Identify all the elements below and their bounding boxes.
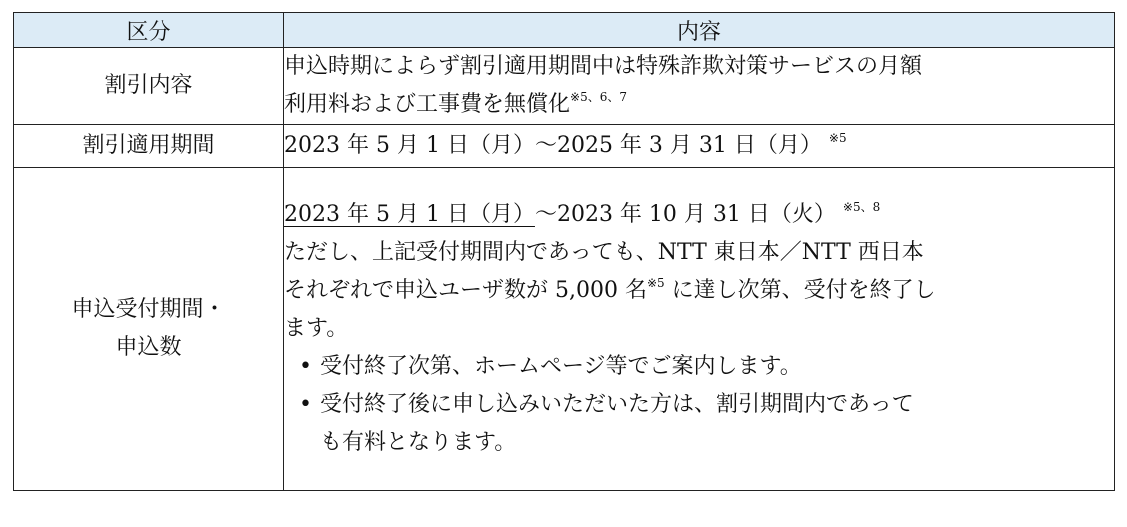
list-item-line: 受付終了次第、ホームページ等でご案内します。 (320, 354, 802, 379)
list-item (284, 348, 1114, 386)
table-header-row (14, 13, 1115, 48)
list-item (284, 386, 1114, 462)
row-label-discount-content: 割引内容 (14, 48, 284, 125)
content-line (284, 196, 1114, 234)
content-line: ます。 (284, 316, 349, 341)
notes-list (284, 348, 1114, 462)
footnote-ref: ※5 (828, 130, 847, 145)
table-row (14, 125, 1115, 168)
discount-info-table (13, 12, 1115, 491)
period-end: ～2023 年 10 月 31 日（火） (534, 202, 836, 227)
period-start: 2023 年 5 月 1 日（月） (284, 202, 535, 227)
content-line (284, 272, 1114, 310)
header-content: 内容 (284, 13, 1115, 48)
label-line: 申込数 (115, 335, 182, 360)
label-line: 申込受付期間・ (71, 297, 226, 322)
content-text: それぞれで申込ユーザ数が 5,000 名 (284, 278, 647, 303)
row-content-application-period (284, 168, 1115, 491)
footnote-ref: ※5、8 (842, 199, 881, 214)
content-text: 2023 年 5 月 1 日（月）～2025 年 3 月 31 日（月） (284, 133, 822, 158)
table-row (14, 48, 1115, 125)
content-line (284, 127, 1114, 165)
row-label-discount-period: 割引適用期間 (14, 125, 284, 168)
content-line: ただし、上記受付期間内であっても、NTT 東日本／NTT 西日本 (284, 240, 924, 265)
row-content-discount-period (284, 125, 1115, 168)
content-text: 利用料および工事費を無償化 (284, 92, 571, 117)
header-category: 区分 (14, 13, 284, 48)
table-row (14, 168, 1115, 491)
list-item-line: 受付終了後に申し込みいただいた方は、割引期間内であって (320, 392, 914, 417)
list-item-line: も有料となります。 (320, 430, 517, 455)
content-text: に達し次第、受付を終了し (664, 278, 936, 303)
bullet-icon: • (299, 392, 312, 417)
row-content-discount-content (284, 48, 1115, 125)
footnote-ref: ※5、6、7 (570, 89, 627, 104)
content-line (284, 86, 1114, 124)
bullet-icon: • (299, 354, 312, 379)
footnote-ref: ※5 (646, 275, 665, 290)
row-label-application-period (14, 168, 284, 491)
content-line: 申込時期によらず割引適用期間中は特殊詐欺対策サービスの月額 (284, 54, 923, 79)
